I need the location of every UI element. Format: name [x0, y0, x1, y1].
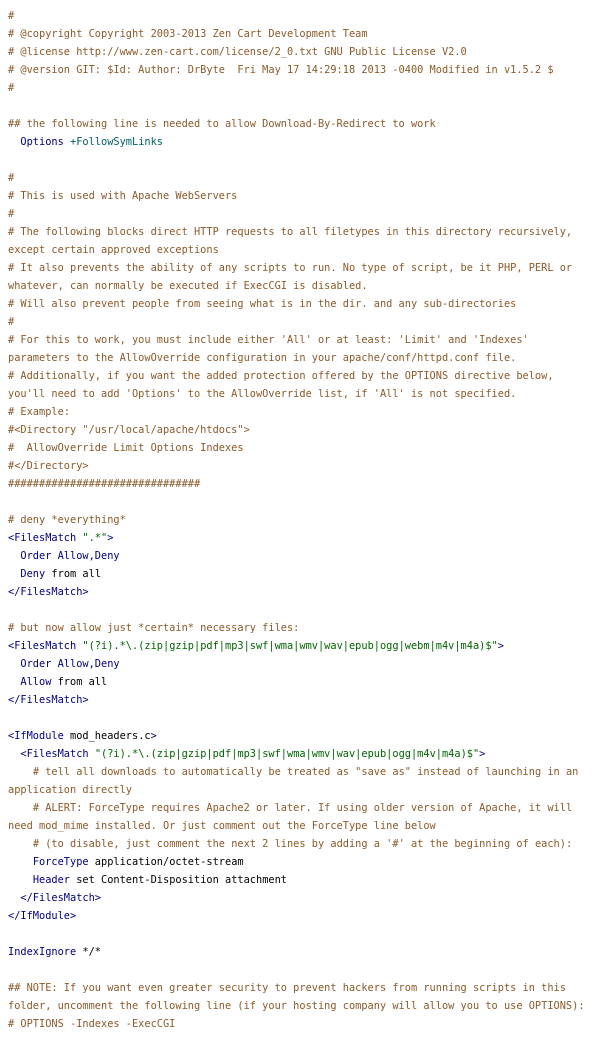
code-line: [8, 907, 594, 925]
tag-token: >: [497, 640, 504, 652]
comment-token: # Will also prevent people from seeing what is in the dir. and any sub-directories: [8, 298, 517, 310]
code-line: [8, 97, 594, 115]
comment-token: ## NOTE: If you want even greater security to prevent hackers from running scripts in this folder, uncomment the following line (if your hosting company will allow you to use OPTIONS):: [8, 982, 585, 1012]
code-line: [8, 475, 594, 493]
tag-token: <FilesMatch: [8, 532, 77, 544]
comment-token: #: [8, 82, 15, 94]
code-line: [8, 889, 594, 907]
tag-token: </FilesMatch>: [20, 892, 101, 904]
code-line: [8, 25, 594, 43]
comment-token: #: [8, 208, 15, 220]
text-token: application/octet-stream: [88, 856, 244, 868]
code-line: [8, 655, 594, 673]
code-line: [8, 493, 594, 511]
code-line: [8, 637, 594, 655]
text-token: [8, 766, 33, 778]
comment-token: # @version GIT: $Id: Author: DrByte Fri May 17 14:29:18 2013 -0400 Modified in v1.5.2 $: [8, 64, 554, 76]
text-token: from all: [45, 568, 102, 580]
comment-token: #: [8, 10, 15, 22]
directive-token: ForceType: [32, 856, 89, 868]
code-line: [8, 871, 594, 889]
comment-token: #</Directory>: [8, 460, 89, 472]
code-line: [8, 331, 594, 367]
string-token: ".*": [82, 532, 108, 544]
comment-token: # AllowOverride Limit Options Indexes: [8, 442, 244, 454]
text-token: [8, 802, 33, 814]
code-line: [8, 115, 594, 133]
tag-token: <IfModule: [8, 730, 64, 742]
text-token: [8, 568, 20, 580]
text-token: mod_headers.c: [63, 730, 151, 742]
code-line: [8, 169, 594, 187]
code-line: [8, 943, 594, 961]
tag-token: </IfModule>: [8, 910, 77, 922]
text-token: set Content-Disposition attachment: [70, 874, 287, 886]
code-line: [8, 457, 594, 475]
code-line: [8, 547, 594, 565]
code-line: [8, 223, 594, 259]
text-token: [8, 676, 20, 688]
code-line: [8, 799, 594, 835]
comment-token: # but now allow just *certain* necessary files:: [8, 622, 300, 634]
code-line: [8, 61, 594, 79]
comment-token: ## the following line is needed to allow Download-By-Redirect to work: [8, 118, 436, 130]
code-line: [8, 565, 594, 583]
code-line: [8, 151, 594, 169]
tag-token: </FilesMatch>: [8, 586, 89, 598]
code-line: [8, 1015, 594, 1033]
code-line: [8, 691, 594, 709]
tag-token: >: [107, 532, 114, 544]
code-line: [8, 601, 594, 619]
code-line: [8, 583, 594, 601]
comment-token: # deny *everything*: [8, 514, 126, 526]
text-token: from all: [51, 676, 108, 688]
code-line: [8, 313, 594, 331]
code-line: [8, 961, 594, 979]
code-line: [8, 709, 594, 727]
code-line: [8, 925, 594, 943]
comment-token: # (to disable, just comment the next 2 lines by adding a '#' at the beginning of each):: [32, 838, 573, 850]
comment-token: # @license http://www.zen-cart.com/license/2_0.txt GNU Public License V2.0: [8, 46, 467, 58]
comment-token: # Example:: [8, 406, 70, 418]
code-line: [8, 619, 594, 637]
comment-token: # ALERT: ForceType requires Apache2 or later. If using older version of Apache, it will need mod_mime installed. Or just comment out the ForceType line below: [8, 802, 579, 832]
string-token: "(?i).*\.(zip|gzip|pdf|mp3|swf|wma|wmv|wav|epub|ogg|webm|m4v|m4a)$": [82, 640, 498, 652]
comment-token: # OPTIONS -Indexes -ExecCGI: [8, 1018, 176, 1030]
comment-token: # Additionally, if you want the added protection offered by the OPTIONS directive below, you'll need to add 'Options' to the AllowOverride list, if 'All' is not specified.: [8, 370, 560, 400]
code-line: [8, 43, 594, 61]
text-token: [8, 856, 33, 868]
code-line: [8, 979, 594, 1015]
text-token: [8, 550, 20, 562]
string-token: "(?i).*\.(zip|gzip|pdf|mp3|swf|wma|wmv|wav|epub|ogg|m4v|m4a)$": [94, 748, 480, 760]
comment-token: # It also prevents the ability of any scripts to run. No type of script, be it PHP, PERL or whatever, can normally be executed if ExecCGI is disabled.: [8, 262, 579, 292]
tag-token: >: [150, 730, 157, 742]
code-line: [8, 133, 594, 151]
code-line: [8, 763, 594, 799]
tag-token: <FilesMatch: [20, 748, 89, 760]
comment-token: # This is used with Apache WebServers: [8, 190, 238, 202]
text-token: [8, 748, 20, 760]
directive-token: Deny: [20, 568, 46, 580]
directive-token: Allow,Deny: [57, 658, 120, 670]
code-line: [8, 673, 594, 691]
text-token: [8, 892, 20, 904]
code-line: [8, 403, 594, 421]
directive-token: IndexIgnore: [8, 946, 77, 958]
code-line: [8, 421, 594, 439]
code-line: [8, 187, 594, 205]
code-line: [8, 853, 594, 871]
text-token: [8, 136, 20, 148]
comment-token: #<Directory "/usr/local/apache/htdocs">: [8, 424, 250, 436]
tag-token: <FilesMatch: [8, 640, 77, 652]
comment-token: #: [8, 316, 15, 328]
comment-token: # The following blocks direct HTTP requests to all filetypes in this directory recursively, except certain approved exceptions: [8, 226, 579, 256]
comment-token: ###############################: [8, 478, 201, 490]
directive-token: Header: [32, 874, 71, 886]
comment-token: # tell all downloads to automatically be treated as "save as" instead of launching in an application directly: [8, 766, 585, 796]
tag-token: </FilesMatch>: [8, 694, 89, 706]
code-line: [8, 529, 594, 547]
text-token: [8, 658, 20, 670]
code-line: [8, 295, 594, 313]
option-token: +FollowSymLinks: [70, 136, 164, 148]
code-line: [8, 7, 594, 25]
tag-token: >: [479, 748, 486, 760]
code-line: [8, 745, 594, 763]
code-line: [8, 205, 594, 223]
text-token: */*: [76, 946, 102, 958]
directive-token: Allow: [20, 676, 52, 688]
directive-token: Order: [20, 550, 52, 562]
code-line: [8, 439, 594, 457]
directive-token: Allow,Deny: [57, 550, 120, 562]
code-line: [8, 835, 594, 853]
comment-token: # For this to work, you must include either 'All' or at least: 'Limit' and 'Indexes' parameters to the AllowOverride configuration in your apache/conf/httpd.conf file.: [8, 334, 535, 364]
directive-token: Options: [20, 136, 64, 148]
comment-token: # @copyright Copyright 2003-2013 Zen Cart Development Team: [8, 28, 368, 40]
code-line: [8, 367, 594, 403]
code-line: [8, 727, 594, 745]
text-token: [8, 874, 33, 886]
code-line: [8, 79, 594, 97]
code-line: [8, 259, 594, 295]
directive-token: Order: [20, 658, 52, 670]
comment-token: #: [8, 172, 15, 184]
text-token: [8, 838, 33, 850]
code-line: [8, 511, 594, 529]
